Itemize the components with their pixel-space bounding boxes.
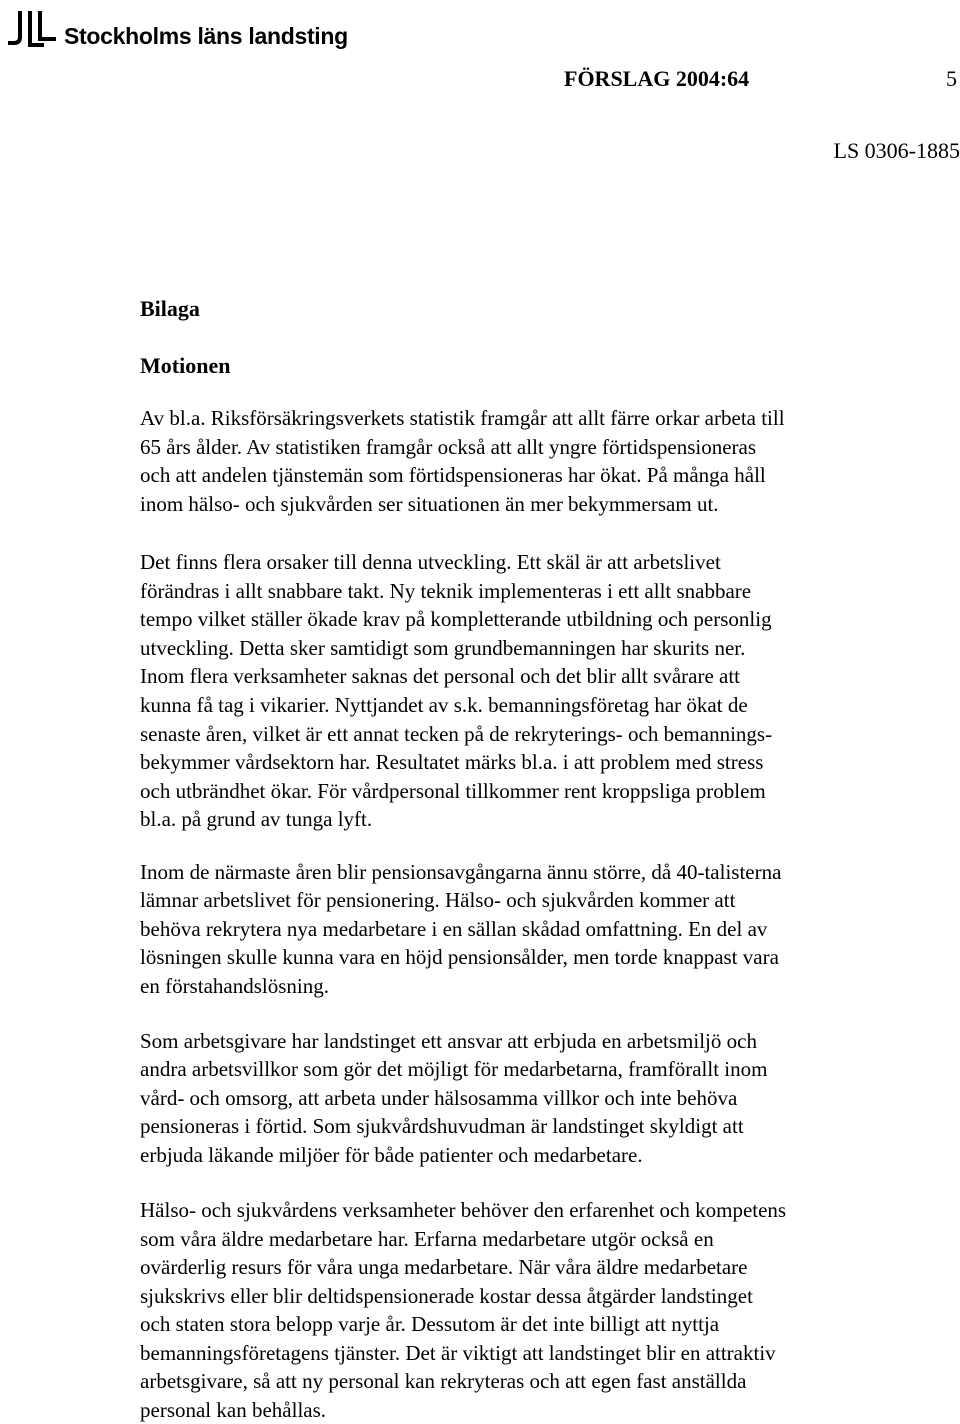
- text-line: förändras i allt snabbare takt. Ny teknik implementeras i ett allt snabbare: [140, 577, 940, 606]
- text-line: erbjuda läkande miljöer för både patienter och medarbetare.: [140, 1141, 940, 1169]
- page-number: 5: [946, 64, 957, 94]
- text-line: vård- och omsorg, att arbeta under hälsosamma villkor och inte behöva: [140, 1084, 940, 1112]
- text-line: personal kan behållas.: [140, 1396, 940, 1424]
- text-line: och staten stora belopp varje år. Dessutom är det inte billigt att nyttja: [140, 1310, 940, 1339]
- document-number: FÖRSLAG 2004:64: [564, 64, 749, 94]
- sll-logo-icon: [6, 9, 58, 49]
- heading-motionen: Motionen: [140, 351, 230, 381]
- heading-bilaga: Bilaga: [140, 294, 200, 324]
- text-line: behöva rekrytera nya medarbetare i en sällan skådad omfattning. En del av: [140, 915, 940, 943]
- organization-logo: [6, 8, 348, 50]
- text-line: lämnar arbetslivet för pensionering. Hälso- och sjukvården kommer att: [140, 886, 940, 914]
- reference-number: LS 0306-1885: [834, 136, 960, 166]
- text-line: andra arbetsvillkor som gör det möjligt för medarbetarna, framförallt inom: [140, 1055, 940, 1083]
- text-line: och utbrändhet ökar. För vårdpersonal tillkommer rent kroppsliga problem: [140, 777, 940, 806]
- text-line: Inom de närmaste åren blir pensionsavgångarna ännu större, då 40-talisterna: [140, 858, 940, 886]
- text-line: tempo vilket ställer ökade krav på kompletterande utbildning och personlig: [140, 605, 940, 634]
- text-line: lösningen skulle kunna vara en höjd pensionsålder, men torde knappast vara: [140, 943, 940, 971]
- text-line: arbetsgivare, så att ny personal kan rekryteras och att egen fast anställda: [140, 1367, 940, 1396]
- text-line: senaste åren, vilket är ett annat tecken på de rekryterings- och bemannings-: [140, 720, 940, 749]
- text-line: Det finns flera orsaker till denna utveckling. Ett skäl är att arbetslivet: [140, 548, 940, 577]
- text-line: Av bl.a. Riksförsäkringsverkets statistik framgår att allt färre orkar arbeta till: [140, 404, 940, 433]
- paragraph-3: [140, 858, 940, 1000]
- text-line: sjukskrivs eller blir deltidspensionerade kostar dessa åtgärder landstinget: [140, 1282, 940, 1311]
- text-line: som våra äldre medarbetare har. Erfarna medarbetare utgör också en: [140, 1225, 940, 1254]
- text-line: pensioneras i förtid. Som sjukvårdshuvudman är landstinget skyldigt att: [140, 1112, 940, 1140]
- paragraph-2: [140, 548, 940, 834]
- text-line: bl.a. på grund av tunga lyft.: [140, 805, 940, 834]
- paragraph-5: [140, 1196, 940, 1424]
- text-line: bekymmer vårdsektorn har. Resultatet märks bl.a. i att problem med stress: [140, 748, 940, 777]
- text-line: Som arbetsgivare har landstinget ett ansvar att erbjuda en arbetsmiljö och: [140, 1027, 940, 1055]
- paragraph-4: [140, 1027, 940, 1169]
- text-line: Hälso- och sjukvårdens verksamheter behöver den erfarenhet och kompetens: [140, 1196, 940, 1225]
- text-line: bemanningsföretagens tjänster. Det är viktigt att landstinget blir en attraktiv: [140, 1339, 940, 1368]
- text-line: utveckling. Detta sker samtidigt som grundbemanningen har skurits ner.: [140, 634, 940, 663]
- text-line: ovärderlig resurs för våra unga medarbetare. När våra äldre medarbetare: [140, 1253, 940, 1282]
- text-line: kunna få tag i vikarier. Nyttjandet av s.k. bemanningsföretag har ökat de: [140, 691, 940, 720]
- text-line: Inom flera verksamheter saknas det personal och det blir allt svårare att: [140, 662, 940, 691]
- organization-name: Stockholms läns landsting: [64, 11, 348, 48]
- text-line: inom hälso- och sjukvården ser situationen än mer bekymmersam ut.: [140, 490, 940, 519]
- text-line: en förstahandslösning.: [140, 972, 940, 1000]
- text-line: och att andelen tjänstemän som förtidspensioneras har ökat. På många håll: [140, 461, 940, 490]
- paragraph-1: [140, 404, 940, 518]
- text-line: 65 års ålder. Av statistiken framgår också att allt yngre förtidspensioneras: [140, 433, 940, 462]
